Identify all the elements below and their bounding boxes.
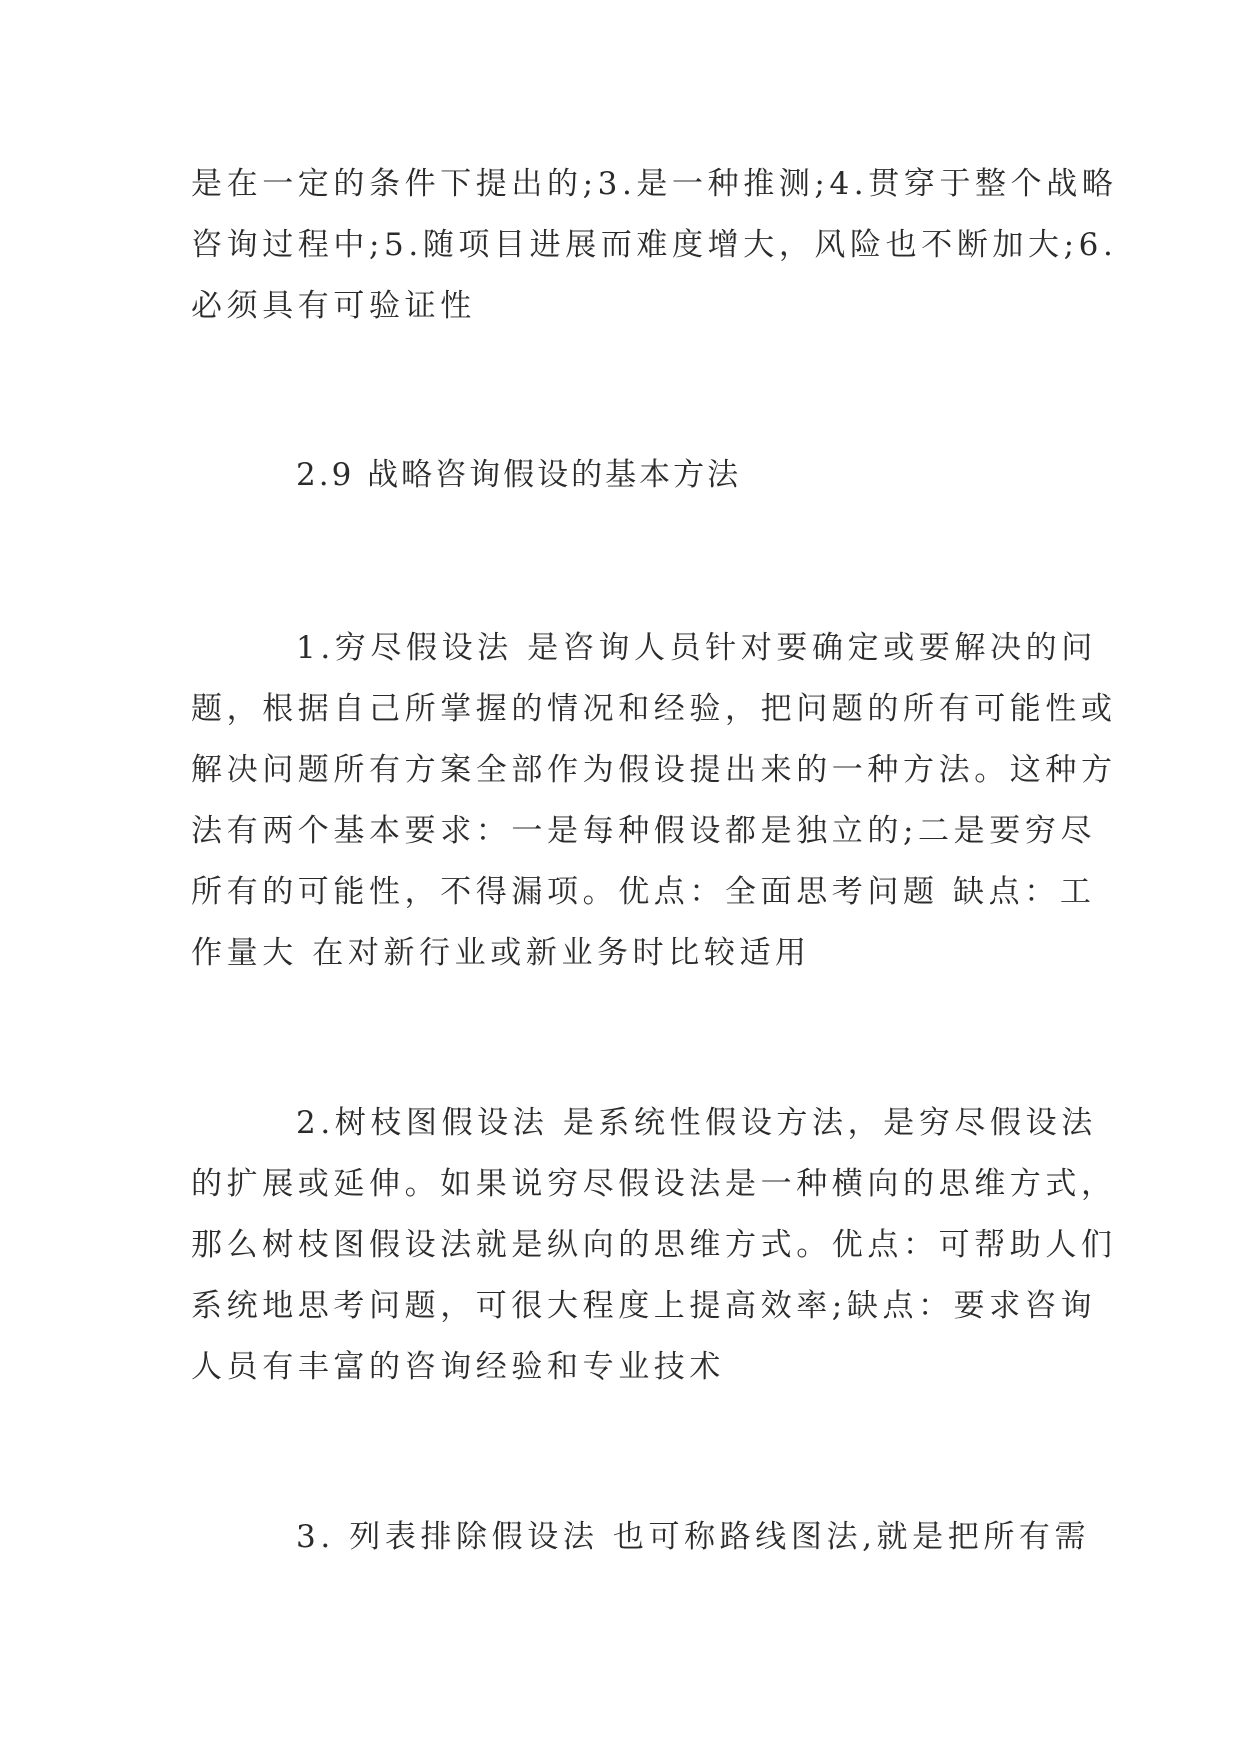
text-line: 系统地思考问题，可很大程度上提高效率;缺点：要求咨询	[191, 1288, 1097, 1324]
text-line: 人员有丰富的咨询经验和专业技术	[191, 1349, 725, 1385]
text-line: 作量大 在对新行业或新业务时比较适用	[191, 935, 811, 971]
text-line: 题，根据自己所掌握的情况和经验，把问题的所有可能性或	[191, 691, 1117, 727]
text-line: 解决问题所有方案全部作为假设提出来的一种方法。这种方	[191, 752, 1117, 788]
section-heading: 2.9 战略咨询假设的基本方法	[296, 457, 742, 493]
text-line: 3. 列表排除假设法 也可称路线图法,就是把所有需	[296, 1519, 1091, 1555]
text-line: 必须具有可验证性	[191, 288, 476, 324]
text-line: 咨询过程中;5.随项目进展而难度增大，风险也不断加大;6.	[191, 227, 1118, 263]
text-line: 是在一定的条件下提出的;3.是一种推测;4.贯穿于整个战略	[191, 166, 1118, 202]
text-line: 2.树枝图假设法 是系统性假设方法，是穷尽假设法	[296, 1105, 1097, 1141]
text-line: 所有的可能性，不得漏项。优点：全面思考问题 缺点：工	[191, 874, 1096, 910]
text-line: 的扩展或延伸。如果说穷尽假设法是一种横向的思维方式，	[191, 1166, 1117, 1202]
text-line: 那么树枝图假设法就是纵向的思维方式。优点：可帮助人们	[191, 1227, 1117, 1263]
text-line: 法有两个基本要求：一是每种假设都是独立的;二是要穷尽	[191, 813, 1097, 849]
text-line: 1.穷尽假设法 是咨询人员针对要确定或要解决的问	[296, 630, 1097, 666]
